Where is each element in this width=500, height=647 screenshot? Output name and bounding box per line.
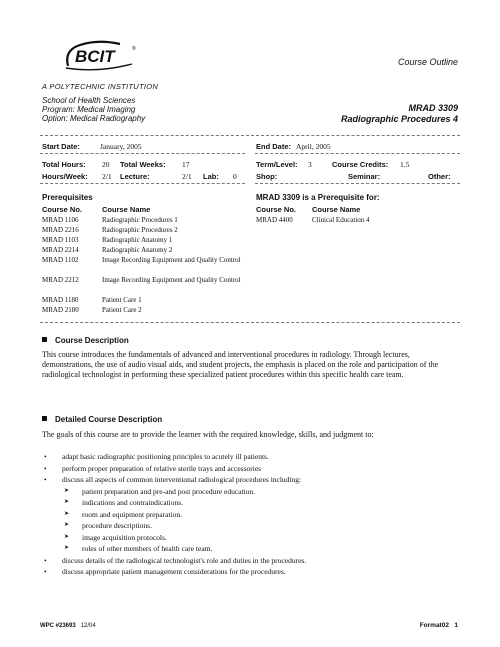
bullet-icon: • [44, 475, 47, 484]
list-item: ➤ room and equipment preparation. [64, 509, 182, 519]
arrow-bullet-icon: ➤ [64, 533, 70, 540]
list-item: ➤ roles of other members of health care team. [64, 544, 213, 553]
course-name: Clinical Education 4 [312, 216, 370, 224]
course-description-text: This course introduces the fundamentals of advanced and interventional procedures in radiology. Through lectures, demonstrations, the use of audio visual aids, and student projects, the emphasis is placed on the role and participation of the radiological technologist in performing these specialized patient procedures within this specific health care team. [42, 350, 439, 379]
course-name: Radiographic Anatomy 2 [102, 246, 173, 254]
bullet-icon: • [44, 452, 47, 461]
bullet-icon: • [44, 555, 47, 565]
list-item: ➤ image acquisition protocols. [64, 532, 167, 542]
course-name: Image Recording Equipment and Quality Control [102, 256, 241, 264]
course-no: MRAD 1180 [42, 296, 79, 304]
total-weeks-value: 17 [182, 160, 190, 169]
list-item: • discuss all aspects of common interventional radiological procedures including: [44, 475, 302, 484]
lab-label: Lab: [203, 172, 219, 181]
term-level-label: Term/Level: [256, 160, 298, 169]
course-no: MRAD 2214 [42, 246, 79, 254]
prereq-for-col-course-no: Course No. [256, 205, 297, 214]
course-no: MRAD 1106 [42, 216, 79, 224]
arrow-bullet-icon: ➤ [64, 545, 70, 551]
shop-label: Shop: [256, 172, 278, 181]
square-bullet-icon [42, 337, 47, 342]
course-name: Patient Care 1 [102, 296, 142, 304]
course-name: Patient Care 2 [102, 306, 142, 314]
course-name: Radiographic Procedures 1 [102, 216, 178, 224]
lecture-value: 2/1 [182, 172, 192, 181]
arrow-bullet-icon: ➤ [64, 522, 70, 528]
divider [40, 153, 245, 154]
start-date-value: January, 2005 [100, 142, 142, 151]
total-hours-value: 20 [102, 160, 110, 169]
arrow-bullet-icon: ➤ [64, 510, 70, 517]
prereq-for-title: MRAD 3309 is a Prerequisite for: [256, 193, 380, 202]
hours-week-label: Hours/Week: [42, 172, 88, 181]
document-type: Course Outline [397, 57, 458, 67]
course-no: MRAD 1103 [42, 236, 79, 244]
divider [40, 135, 460, 136]
prereq-col-course-name: Course Name [102, 205, 151, 214]
course-name: Image Recording Equipment and Quality Control [102, 276, 241, 284]
bcit-logo [58, 40, 140, 72]
lab-value: 0 [233, 172, 237, 181]
detailed-description-heading [42, 415, 162, 424]
detailed-description-intro: The goals of this course are to provide the learner with the required knowledge, skills, and judgment to: [42, 430, 374, 439]
list-item: • discuss appropriate patient management considerations for the procedures. [44, 567, 286, 576]
footer-reference: WPC #23693 12/04 [40, 623, 96, 629]
lecture-label: Lecture: [120, 172, 150, 181]
option-name: Option: Medical Radiography [42, 114, 146, 123]
list-item: ➤ patient preparation and pre-and post procedure education. [64, 486, 256, 496]
divider [40, 183, 245, 184]
credits-label: Course Credits: [332, 160, 389, 169]
course-no: MRAD 1102 [42, 256, 79, 264]
credits-value: 1.5 [400, 160, 410, 169]
divider [255, 153, 460, 154]
tagline: A POLYTECHNIC INSTITUTION [42, 82, 159, 91]
other-label: Other: [428, 172, 451, 181]
goals-list [42, 451, 306, 578]
list-item: • adapt basic radiographic positioning principles to acutely ill patients. [44, 452, 269, 461]
seminar-label: Seminar: [348, 172, 381, 181]
detailed-description-title: Detailed Course Description [55, 415, 163, 424]
start-date-label: Start Date: [42, 142, 80, 151]
school-name: School of Health Sciences [42, 96, 136, 105]
logo-text: BCIT [75, 47, 115, 66]
arrow-bullet-icon: ➤ [64, 499, 70, 505]
svg-text:®: ® [132, 46, 136, 52]
course-description-heading [42, 336, 129, 345]
course-no: MRAD 2180 [42, 306, 79, 314]
bullet-icon: • [44, 567, 47, 576]
course-no: MRAD 2216 [42, 226, 79, 234]
end-date-value: April, 2005 [296, 142, 331, 151]
hours-week-value: 2/1 [102, 172, 112, 181]
prereq-col-course-no: Course No. [42, 205, 83, 214]
page-number: 1 [454, 622, 458, 629]
prereq-for-col-course-name: Course Name [312, 205, 361, 214]
list-item: • perform proper preparation of relative sterile trays and accessories [44, 463, 262, 473]
list-item: • discuss details of the radiological technologist's role and duties in the procedures. [44, 555, 307, 565]
list-item: ➤ procedure descriptions. [64, 521, 152, 530]
program-name: Program: Medical Imaging [42, 105, 136, 114]
divider [40, 322, 460, 323]
course-title: Radiographic Procedures 4 [340, 114, 458, 124]
course-name: Radiographic Anatomy 1 [102, 236, 173, 244]
course-no: MRAD 4400 [256, 216, 293, 224]
prerequisites-title: Prerequisites [42, 193, 93, 202]
list-item: ➤ indications and contraindications. [64, 498, 184, 507]
end-date-label: End Date: [256, 142, 292, 151]
total-hours-label: Total Hours: [42, 160, 86, 169]
arrow-bullet-icon: ➤ [64, 487, 70, 494]
footer-format: Format02 1 [419, 622, 458, 629]
course-name: Radiographic Procedures 2 [102, 226, 178, 234]
course-description-title: Course Description [55, 336, 129, 345]
square-bullet-icon [42, 416, 47, 421]
term-level-value: 3 [308, 160, 312, 169]
course-code: MRAD 3309 [408, 103, 458, 113]
course-no: MRAD 2212 [42, 276, 79, 284]
bullet-icon: • [44, 463, 47, 473]
divider [255, 183, 460, 184]
total-weeks-label: Total Weeks: [120, 160, 166, 169]
